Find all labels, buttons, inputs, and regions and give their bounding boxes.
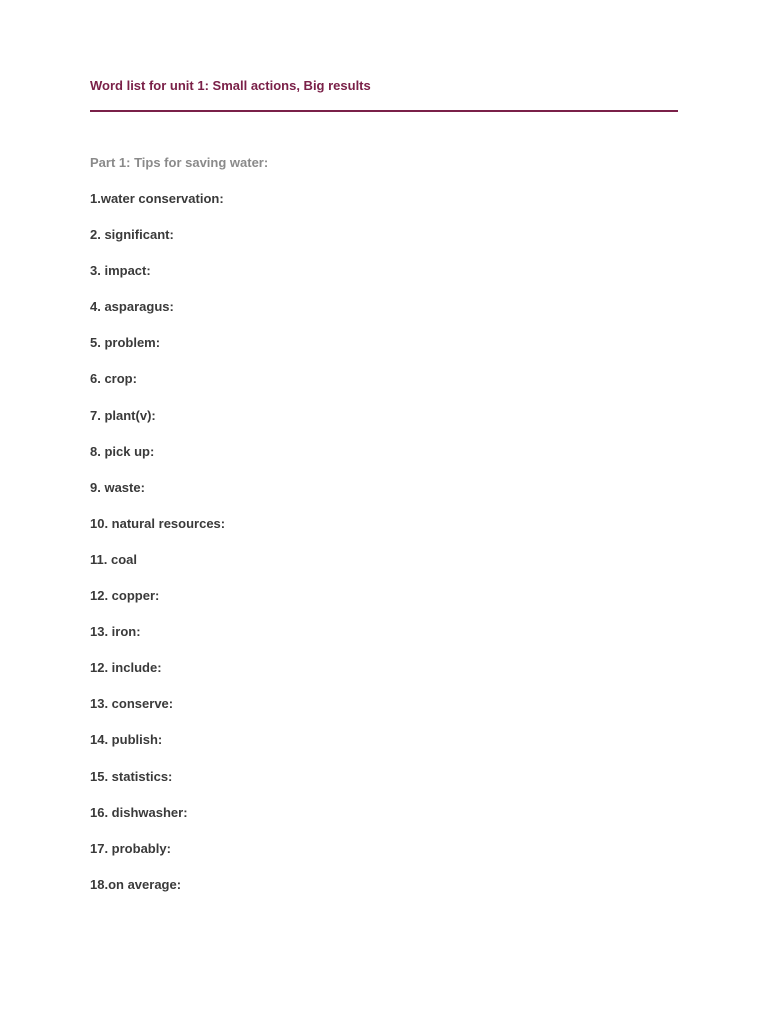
word-list-item: 16. dishwasher: bbox=[90, 804, 188, 820]
word-list-item: 13. iron: bbox=[90, 624, 141, 640]
word-list-item: 13. conserve: bbox=[90, 696, 174, 712]
word-list-item: 11. coal bbox=[90, 551, 137, 567]
word-list-item: 18.on average: bbox=[90, 876, 182, 892]
word-list-item: 17. probably: bbox=[90, 840, 171, 856]
word-list-item: 8. pick up: bbox=[90, 443, 155, 459]
part-heading: Part 1: Tips for saving water: bbox=[90, 155, 269, 170]
word-list-item: 10. natural resources: bbox=[90, 515, 226, 531]
word-list-item: 9. waste: bbox=[90, 479, 145, 495]
word-list-item: 12. copper: bbox=[90, 588, 160, 604]
document-title: Word list for unit 1: Small actions, Big results bbox=[90, 78, 371, 93]
word-list-item: 1.water conservation: bbox=[90, 191, 224, 206]
word-list-item: 15. statistics: bbox=[90, 768, 173, 784]
word-list-item: 2. significant: bbox=[90, 227, 174, 243]
word-list bbox=[90, 191, 225, 913]
word-list-item: 6. crop: bbox=[90, 371, 137, 387]
word-list-item: 12. include: bbox=[90, 660, 162, 676]
title-divider bbox=[90, 110, 678, 112]
word-list-item: 7. plant(v): bbox=[90, 407, 156, 423]
word-list-item: 5. problem: bbox=[90, 335, 161, 351]
word-list-item: 4. asparagus: bbox=[90, 299, 174, 315]
word-list-item: 14. publish: bbox=[90, 732, 163, 748]
word-list-item: 3. impact: bbox=[90, 263, 151, 279]
